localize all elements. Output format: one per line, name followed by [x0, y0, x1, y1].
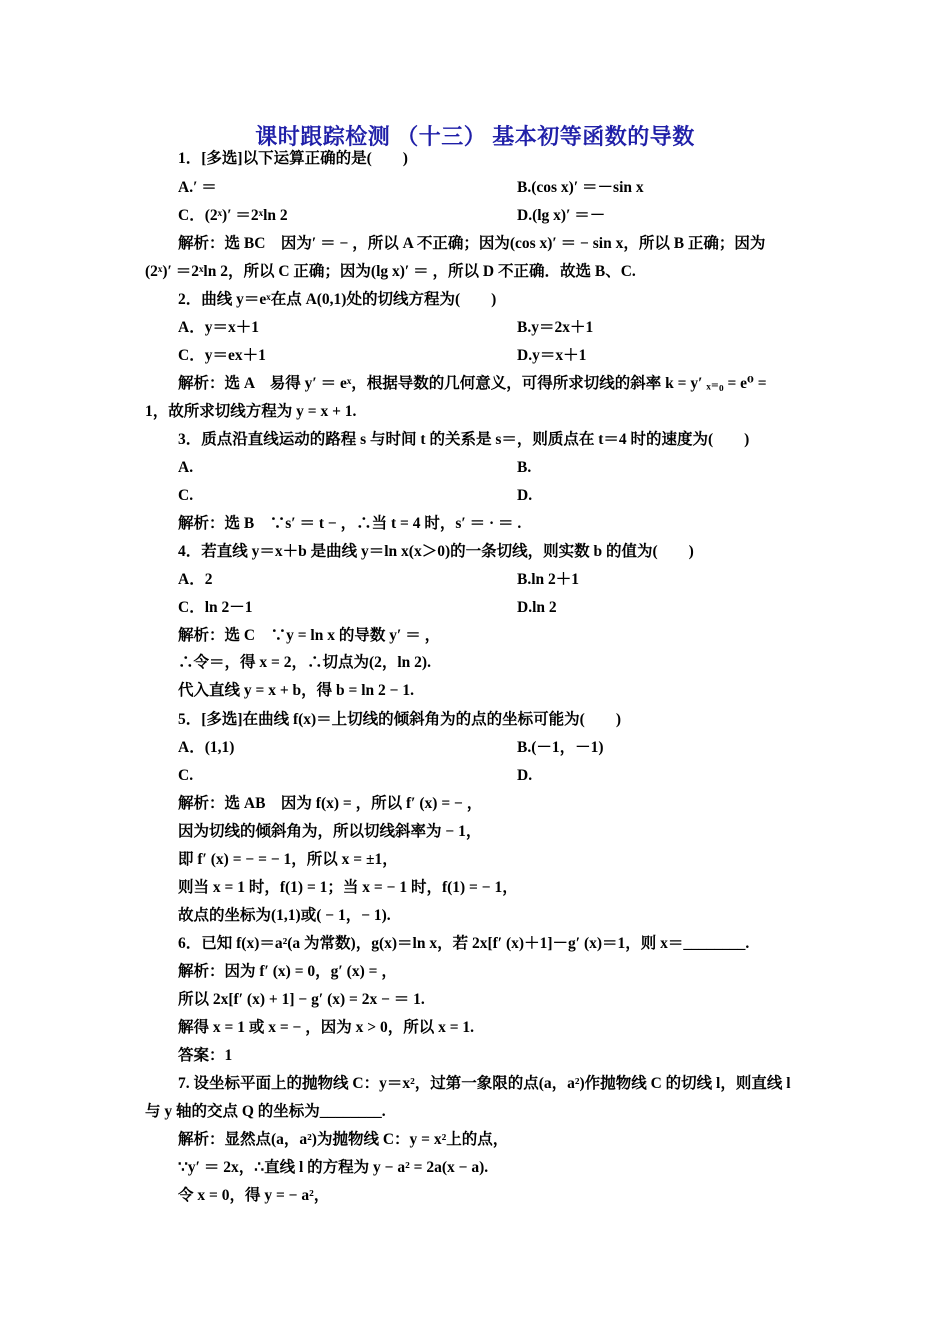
q7-analysis: 解析：显然点(a，a²)为抛物线 C：y = x²上的点， — [178, 1131, 509, 1148]
q5-stem: 5．[多选]在曲线 f(x)＝上切线的倾斜角为的点的坐标可能为( ) — [178, 711, 622, 728]
q3-option-d: D. — [517, 487, 533, 504]
q5-option-c: C. — [178, 767, 194, 784]
q1-analysis-cont: (2ˣ)′ ＝2ˣln 2，所以 C 正确；因为(lg x)′ ＝ ，所以 D 不正确．故选 B、C. — [145, 263, 636, 280]
q5-analysis-3: 即 f′ (x) = − = − 1，所以 x = ±1， — [178, 851, 398, 868]
q2-option-c: C．y＝ex＋1 — [178, 347, 266, 364]
q5-option-b: B.(－1，－1) — [517, 739, 604, 756]
q3-option-c: C. — [178, 487, 194, 504]
q4-option-b: B.ln 2＋1 — [517, 571, 580, 588]
q3-stem: 3．质点沿直线运动的路程 s 与时间 t 的关系是 s＝，则质点在 t＝4 时的速度为( ) — [178, 431, 750, 448]
q6-analysis: 解析：因为 f′ (x) = 0，g′ (x) = ， — [178, 963, 397, 980]
q7-analysis-2: ∵y′ ＝ 2x，∴直线 l 的方程为 y − a² = 2a(x − a). — [178, 1159, 489, 1176]
q2-option-d: D.y＝x＋1 — [517, 347, 587, 364]
q6-answer: 答案：1 — [178, 1047, 233, 1064]
q7-analysis-3: 令 x = 0，得 y = − a²， — [178, 1187, 330, 1204]
q6-stem: 6．已知 f(x)＝a²(a 为常数)，g(x)＝ln x，若 2x[f′ (x)＋1]－g′ (x)＝1，则 x＝________. — [178, 935, 750, 952]
q4-stem: 4．若直线 y＝x＋b 是曲线 y＝ln x(x＞0)的一条切线，则实数 b 的值为( ) — [178, 543, 694, 560]
q5-analysis-5: 故点的坐标为(1,1)或( − 1，− 1). — [178, 907, 391, 924]
q2-analysis-cont: 1，故所求切线方程为 y = x + 1. — [145, 403, 357, 420]
q4-analysis-2: ∴令＝，得 x = 2，∴切点为(2，ln 2). — [178, 654, 431, 671]
q6-analysis-3: 解得 x = 1 或 x = − ，因为 x > 0，所以 x = 1. — [178, 1019, 475, 1036]
q2-analysis: 解析：选 A 易得 y′ ＝ eˣ，根据导数的几何意义，可得所求切线的斜率 k = y′ ₓ₌₀ = e⁰ = — [178, 375, 767, 392]
q7-stem: 7. 设坐标平面上的抛物线 C：y＝x²，过第一象限的点(a，a²)作抛物线 C 的切线 l，则直线 l — [178, 1075, 791, 1092]
q3-analysis: 解析：选 B ∵s′ ＝ t − ，∴当 t = 4 时，s′ ＝ · ＝ . — [178, 515, 522, 532]
q2-stem: 2．曲线 y＝eˣ在点 A(0,1)处的切线方程为( ) — [178, 291, 497, 308]
q5-analysis-2: 因为切线的倾斜角为，所以切线斜率为 − 1， — [178, 823, 482, 840]
q3-option-b: B. — [517, 459, 532, 476]
document-title: 课时跟踪检测 （十三） 基本初等函数的导数 — [255, 124, 695, 149]
q4-analysis: 解析：选 C ∵y = ln x 的导数 y′ ＝ ， — [178, 627, 441, 644]
q2-option-a: A．y＝x＋1 — [178, 319, 259, 336]
q1-option-d: D.(lg x)′ ＝－ — [517, 207, 606, 224]
q1-option-b: B.(cos x)′ ＝－sin x — [517, 179, 644, 196]
q6-analysis-2: 所以 2x[f′ (x) + 1] − g′ (x) = 2x − ＝ 1. — [178, 991, 425, 1008]
q3-option-a: A. — [178, 459, 194, 476]
q1-option-a: A.′ ＝ — [178, 179, 217, 196]
q4-option-c: C．ln 2－1 — [178, 599, 253, 616]
q1-analysis: 解析：选 BC 因为′ ＝ − ，所以 A 不正确；因为(cos x)′ ＝ − sin x，所以 B 正确；因为 — [178, 235, 766, 252]
q2-option-b: B.y＝2x＋1 — [517, 319, 594, 336]
q4-option-d: D.ln 2 — [517, 599, 557, 616]
q1-option-c: C．(2ˣ)′ ＝2ˣln 2 — [178, 207, 288, 224]
q1-stem: 1．[多选]以下运算正确的是( ) — [178, 150, 408, 167]
q5-analysis-4: 则当 x = 1 时，f(1) = 1；当 x = − 1 时，f(1) = − 1， — [178, 879, 518, 896]
q4-analysis-3: 代入直线 y = x + b，得 b = ln 2 − 1. — [178, 682, 414, 699]
q5-option-d: D. — [517, 767, 533, 784]
q4-option-a: A．2 — [178, 571, 213, 588]
q5-option-a: A．(1,1) — [178, 739, 235, 756]
q5-analysis: 解析：选 AB 因为 f(x) = ，所以 f′ (x) = − ， — [178, 795, 483, 812]
q7-stem-cont: 与 y 轴的交点 Q 的坐标为________. — [145, 1103, 386, 1120]
